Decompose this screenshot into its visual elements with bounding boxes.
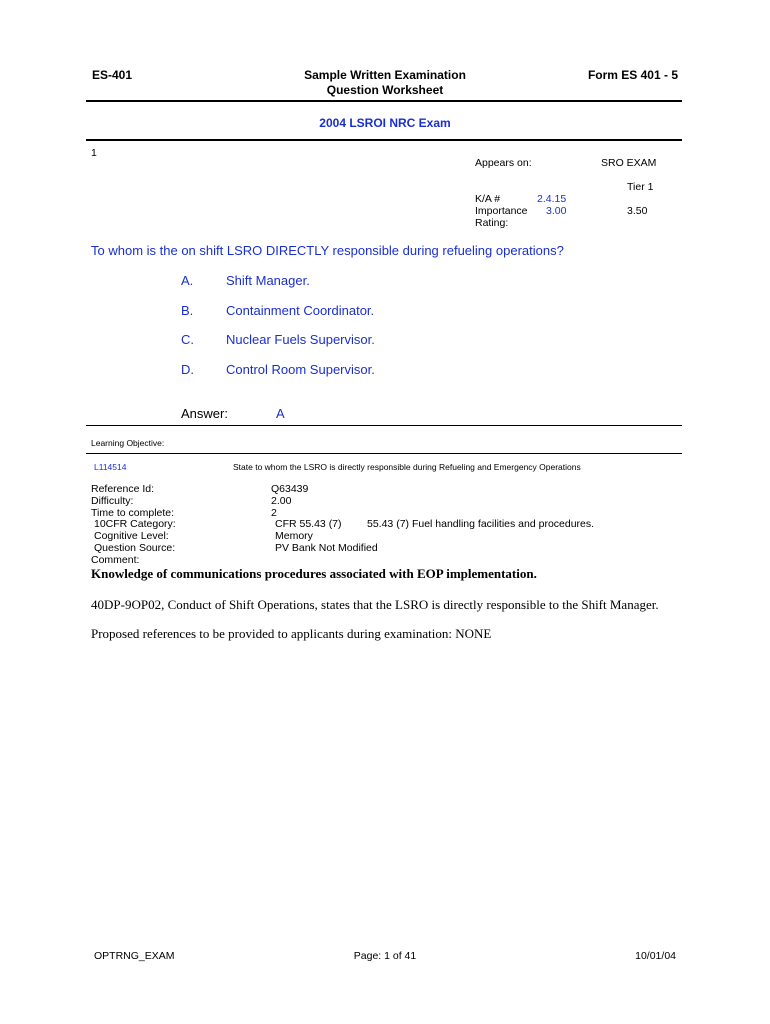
page-number: Page: 1 of 41 — [353, 950, 417, 962]
choice-c-text: Nuclear Fuels Supervisor. — [226, 332, 375, 347]
comment-label: Comment: — [91, 554, 140, 566]
reference-id-label: Reference Id: — [91, 483, 155, 495]
appears-on-label: Appears on: — [475, 157, 532, 169]
importance-value: 3.00 — [546, 205, 567, 217]
question-source-value: PV Bank Not Modified — [275, 542, 378, 554]
time-label: Time to complete: — [91, 507, 175, 519]
header-divider — [86, 100, 682, 102]
appears-on-value: SRO EXAM — [601, 157, 657, 169]
learning-objective-code: L114514 — [94, 462, 127, 472]
cognitive-level-label: Cognitive Level: — [94, 530, 169, 542]
cfr-category-value: CFR 55.43 (7) — [275, 518, 342, 530]
header-title-line1: Sample Written Examination — [304, 68, 466, 82]
comment-heading: Knowledge of communications procedures associated with EOP implementation. — [91, 566, 537, 581]
difficulty-label: Difficulty: — [91, 495, 134, 507]
choice-a-letter: A. — [181, 273, 194, 288]
choice-b-text: Containment Coordinator. — [226, 303, 375, 318]
cfr-category-description: 55.43 (7) Fuel handling facilities and procedures. — [367, 518, 595, 530]
form-id-left: ES-401 — [92, 68, 133, 82]
ka-label: K/A # — [475, 193, 501, 205]
footer-left: OPTRNG_EXAM — [94, 950, 175, 962]
form-id-right: Form ES 401 - 5 — [587, 68, 678, 82]
question-number: 1 — [91, 147, 97, 159]
reference-id-value: Q63439 — [271, 483, 309, 495]
choice-a-text: Shift Manager. — [226, 273, 310, 288]
tier-label: Tier 1 — [627, 181, 654, 193]
cfr-category-label: 10CFR Category: — [94, 518, 176, 530]
difficulty-value: 2.00 — [271, 495, 292, 507]
rating-label: Rating: — [475, 217, 509, 229]
comment-paragraph-1: 40DP-9OP02, Conduct of Shift Operations, states that the LSRO is directly responsible to the Shift Manager. — [91, 597, 659, 612]
learning-objective-label: Learning Objective: — [91, 438, 165, 448]
question-text: To whom is the on shift LSRO DIRECTLY responsible during refueling operations? — [91, 243, 564, 258]
comment-paragraph-2: Proposed references to be provided to applicants during examination: NONE — [91, 626, 492, 641]
answer-label: Answer: — [181, 406, 228, 421]
header-title-line2: Question Worksheet — [326, 83, 444, 97]
question-source-label: Question Source: — [94, 542, 176, 554]
objective-divider — [86, 453, 682, 454]
ka-value: 2.4.15 — [537, 193, 567, 205]
choice-b-letter: B. — [181, 303, 194, 318]
choice-d-letter: D. — [181, 362, 194, 377]
choice-c-letter: C. — [181, 332, 194, 347]
answer-divider — [86, 425, 682, 426]
time-value: 2 — [271, 507, 277, 519]
footer-date: 10/01/04 — [635, 950, 676, 962]
importance-right-value: 3.50 — [627, 205, 648, 217]
importance-label: Importance — [475, 205, 528, 217]
choice-d-text: Control Room Supervisor. — [226, 362, 375, 377]
exam-title: 2004 LSROI NRC Exam — [319, 116, 451, 130]
title-divider — [86, 139, 682, 141]
learning-objective-text: State to whom the LSRO is directly responsible during Refueling and Emergency Operations — [233, 462, 581, 472]
cognitive-level-value: Memory — [275, 530, 313, 542]
answer-value: A — [276, 406, 285, 421]
